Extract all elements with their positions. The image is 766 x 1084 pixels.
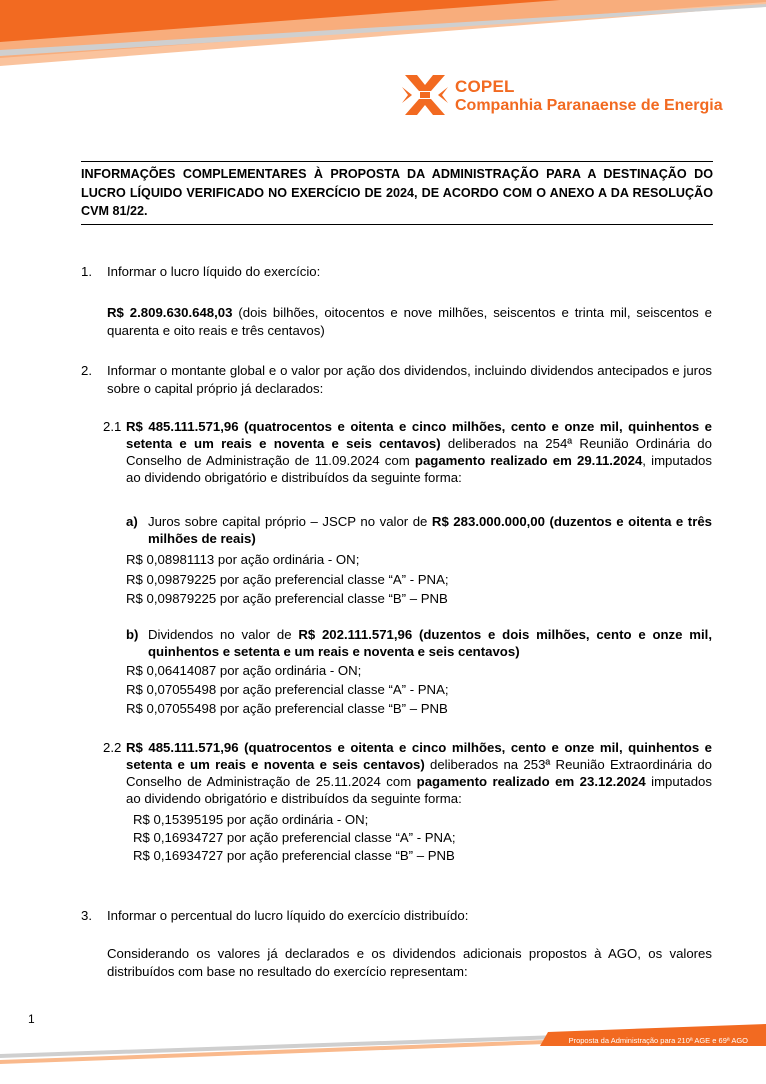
item-2-1-number: 2.1 (103, 419, 122, 434)
copel-logo (402, 73, 732, 121)
item-a-line-pnb: R$ 0,09879225 por ação preferencial classe “B” – PNB (126, 591, 448, 606)
logo-text: COPEL (455, 77, 515, 96)
item-a-body (148, 513, 712, 547)
item-a-line-pna: R$ 0,09879225 por ação preferencial classe “A” - PNA; (126, 571, 449, 587)
section-3-heading: Informar o percentual do lucro líquido do exercício distribuído: (107, 908, 469, 923)
section-1-number: 1. (81, 264, 92, 279)
item-2-1-text-a: deliberados na 254ª Reunião Ordinária do Conselho de Administração de 11.09.2024 com (126, 436, 712, 468)
section-2-heading: Informar o montante global e o valor por ação dos dividendos, incluindo dividendos antecipados e juros sobre o capital próprio já declarados: (107, 363, 712, 396)
footer-text: Proposta da Administração para 210ª AGE e 69ª AGO (568, 1036, 748, 1045)
item-a-lines (126, 550, 449, 609)
item-b-amount: R$ 202.111.571,96 (duzentos e dois milhões, cento e onze mil, quinhentos e setenta e um reais e noventa e seis centavos) (148, 627, 712, 659)
page-number: 1 (28, 1012, 35, 1026)
item-2-2-text-a: deliberados na 253ª Reunião Extraordinária do Conselho de Administração de 25.11.2024 com (126, 757, 712, 789)
section-1-heading: Informar o lucro líquido do exercício: (107, 264, 321, 279)
item-2-2-number: 2.2 (103, 740, 122, 755)
item-2-2-text-b: imputados ao dividendo obrigatório e distribuídos da seguinte forma: (126, 774, 712, 806)
item-b-label: b) (126, 627, 139, 642)
section-2-number: 2. (81, 363, 92, 378)
item-a-line-on: R$ 0,08981113 por ação ordinária - ON; (126, 552, 360, 567)
header-stripes (0, 0, 766, 70)
copel-logo-icon (402, 73, 448, 117)
document-title: INFORMAÇÕES COMPLEMENTARES À PROPOSTA DA ADMINISTRAÇÃO PARA A DESTINAÇÃO DO LUCRO LÍQUIDO VERIFICADO NO EXERCÍCIO DE 2024, DE ACORDO COM O ANEXO A DA RESOLUÇÃO CVM 81/22. (81, 161, 713, 225)
item-b-lines (126, 661, 449, 718)
item-2-2-body (126, 739, 712, 807)
item-2-2-amount: R$ 485.111.571,96 (quatrocentos e oitenta e cinco milhões, cento e onze mil, quinhentos e setenta e um reais e noventa e seis centavos) (126, 740, 712, 772)
item-b-body (148, 626, 712, 660)
section-3-body: Considerando os valores já declarados e os dividendos adicionais propostos à AGO, os valores distribuídos com base no resultado do exercício representam: (107, 946, 712, 979)
net-income-amount: R$ 2.809.630.648,03 (107, 305, 233, 320)
item-2-1-text-b: , imputados ao dividendo obrigatório e distribuídos da seguinte forma: (126, 453, 712, 485)
item-2-2-line-pna: R$ 0,16934727 por ação preferencial classe “A” - PNA; (133, 830, 456, 845)
net-income-words: (dois bilhões, oitocentos e nove milhões, seiscentos e trinta mil, seiscentos e quarenta e oito reais e três centavos) (107, 305, 712, 338)
item-b-text: Dividendos no valor de (148, 627, 299, 642)
section-1-body (107, 304, 712, 340)
section-3-number: 3. (81, 908, 92, 923)
item-2-1-payment: pagamento realizado em 29.11.2024 (414, 453, 643, 468)
item-b-line-pna: R$ 0,07055498 por ação preferencial classe “A” - PNA; (126, 682, 449, 697)
item-2-2-line-pnb: R$ 0,16934727 por ação preferencial classe “B” – PNB (133, 848, 455, 863)
company-name: Companhia Paranaense de Energia (455, 97, 723, 114)
item-2-1-body (126, 418, 712, 486)
item-a-text: Juros sobre capital próprio – JSCP no valor de (148, 514, 432, 529)
footer-stripes (0, 1020, 766, 1084)
item-2-1-amount: R$ 485.111.571,96 (quatrocentos e oitenta e cinco milhões, cento e onze mil, quinhentos e setenta e um reais e noventa e seis centavos) (126, 419, 712, 451)
item-a-label: a) (126, 514, 138, 529)
item-b-line-on: R$ 0,06414087 por ação ordinária - ON; (126, 663, 362, 678)
item-2-2-lines (133, 811, 456, 865)
item-2-2-payment: pagamento realizado em 23.12.2024 (416, 774, 646, 789)
item-b-line-pnb: R$ 0,07055498 por ação preferencial classe “B” – PNB (126, 701, 448, 716)
item-2-2-line-on: R$ 0,15395195 por ação ordinária - ON; (133, 812, 369, 827)
item-a-amount: R$ 283.000.000,00 (duzentos e oitenta e três milhões de reais) (148, 514, 712, 546)
